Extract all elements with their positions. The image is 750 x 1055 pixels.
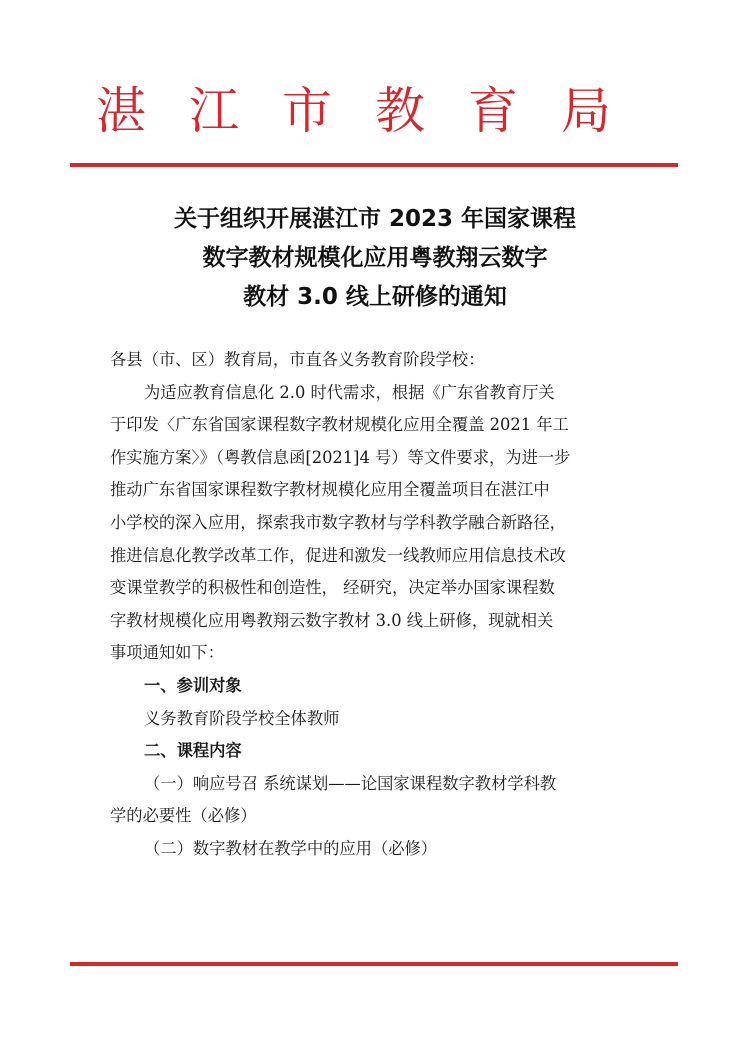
title-line: 教材 3.0 线上研修的通知 (243, 284, 507, 310)
course-item-1: （一）响应号召 系统谋划——论国家课程数字教材学科教 (144, 773, 557, 793)
salutation: 各县（市、区）教育局，市直各义务教育阶段学校： (110, 350, 485, 369)
body-line: 推进信息化教学改革工作，促进和激发一线教师应用信息技术改 (110, 545, 566, 565)
issuing-authority-title: 湛江市教育局 (96, 82, 654, 140)
title-line: 数字教材规模化应用粤教翔云数字 (202, 245, 548, 271)
body-line: 变课堂教学的积极性和创造性， 经研究，决定举办国家课程数 (110, 578, 555, 598)
document-title (80, 200, 670, 317)
body-line: 字教材规模化应用粤教翔云数字教材 3.0 线上研修，现就相关 (110, 610, 554, 630)
header-red-rule (70, 163, 678, 167)
footer-red-rule (70, 962, 678, 966)
body-line: 小学校的深入应用，探索我市数字教材与学科教学融合新路径， (110, 512, 566, 532)
body-line: 为适应教育信息化 2.0 时代需求，根据《广东省教育厅关 (144, 382, 555, 402)
participants-text: 义务教育阶段学校全体教师 (144, 708, 340, 728)
section-heading-courses: 二、课程内容 (144, 741, 242, 761)
body-line: 于印发〈广东省国家课程数字教材规模化应用全覆盖 2021 年工 (110, 415, 569, 435)
body-line: 作实施方案〉》（粤教信息函[2021]4 号）等文件要求，为进一步 (110, 447, 571, 467)
course-item-1-continued: 学的必要性（必修） (110, 806, 257, 826)
body-line: 推动广东省国家课程数字教材规模化应用全覆盖项目在湛江中 (110, 480, 550, 500)
document-body (110, 344, 656, 866)
course-item-2: （二）数字教材在教学中的应用（必修） (144, 838, 438, 858)
body-line: 事项通知如下： (110, 643, 224, 663)
title-line: 关于组织开展湛江市 2023 年国家课程 (173, 206, 577, 232)
section-heading-participants: 一、参训对象 (144, 675, 242, 695)
